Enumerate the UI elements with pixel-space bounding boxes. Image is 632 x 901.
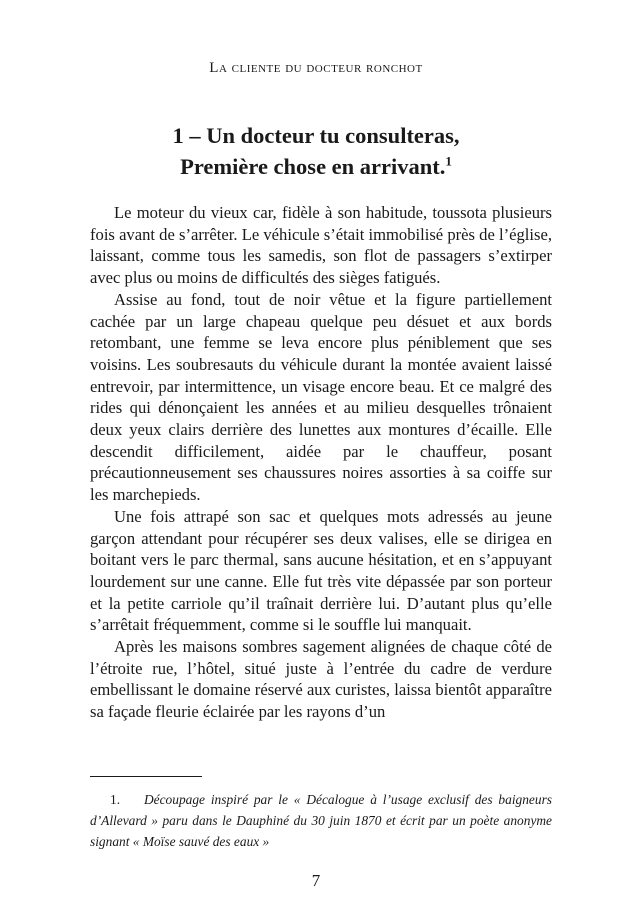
body-text (90, 202, 552, 723)
running-head: La cliente du docteur ronchot (209, 60, 423, 76)
footnote-text: Découpage inspiré par le « Décalogue à l’usage exclusif des baigneurs d’Allevard » paru dans le Dauphiné du 30 juin 1870 et écrit par un poète anonyme signant « Moïse sauvé des eaux » (90, 792, 552, 849)
footnote-number: 1. (110, 792, 121, 807)
chapter-title-line-2 (60, 151, 572, 182)
chapter-title (60, 120, 572, 182)
paragraph: Assise au fond, tout de noir vêtue et la figure partiellement cachée par un large chapeau quelque peu désuet et aux bords retombant, une femme se leva encore plus péniblement que ses voisins. Les soubresauts du véhicule durant la montée avaient laissé entrevoir, par intermittence, un visage encore beau. Et ce malgré des rides qui dénonçaient les années et au milieu desquelles trônaient deux yeux clairs derrière des lunettes aux montures d’écaille. Elle descendit difficilement, aidée par le chauffeur, posant précautionneusement ses chaussures noires assorties à sa coiffe sur les marchepieds. (90, 289, 552, 505)
footnote (90, 789, 552, 852)
footnote-marker[interactable]: 1 (445, 153, 452, 169)
paragraph: Le moteur du vieux car, fidèle à son habitude, toussota plusieurs fois avant de s’arrêter. Le véhicule s’était immobilisé près de l’église, laissant, comme tous les samedis, son flot de passagers s’extirper avec plus ou moins de difficultés des sièges fatigués. (90, 203, 552, 288)
chapter-title-line-2-text: Première chose en arrivant. (180, 154, 446, 179)
footnote-separator (90, 776, 202, 777)
paragraph: Une fois attrapé son sac et quelques mots adressés au jeune garçon attendant pour récupérer ses deux valises, elle se dirigea en boitant vers le parc thermal, sans aucune hésitation, et en s’appuyant lourdement sur une canne. Elle fut très vite dépassée par son porteur et la petite carriole qu’il traînait derrière lui. D’autant plus qu’elle s’arrêtait fréquemment, comme si le souffle lui manquait. (90, 506, 552, 635)
chapter-title-line-1: 1 – Un docteur tu consulteras, (172, 123, 460, 148)
page-number: 7 (311, 871, 321, 890)
paragraph: Après les maisons sombres sagement alignées de chaque côté de l’étroite rue, l’hôtel, situé juste à l’entrée du cadre de verdure embellissant le domaine réservé aux curistes, laissa bientôt apparaître sa façade fleurie éclairée par les rayons d’un (90, 637, 552, 722)
